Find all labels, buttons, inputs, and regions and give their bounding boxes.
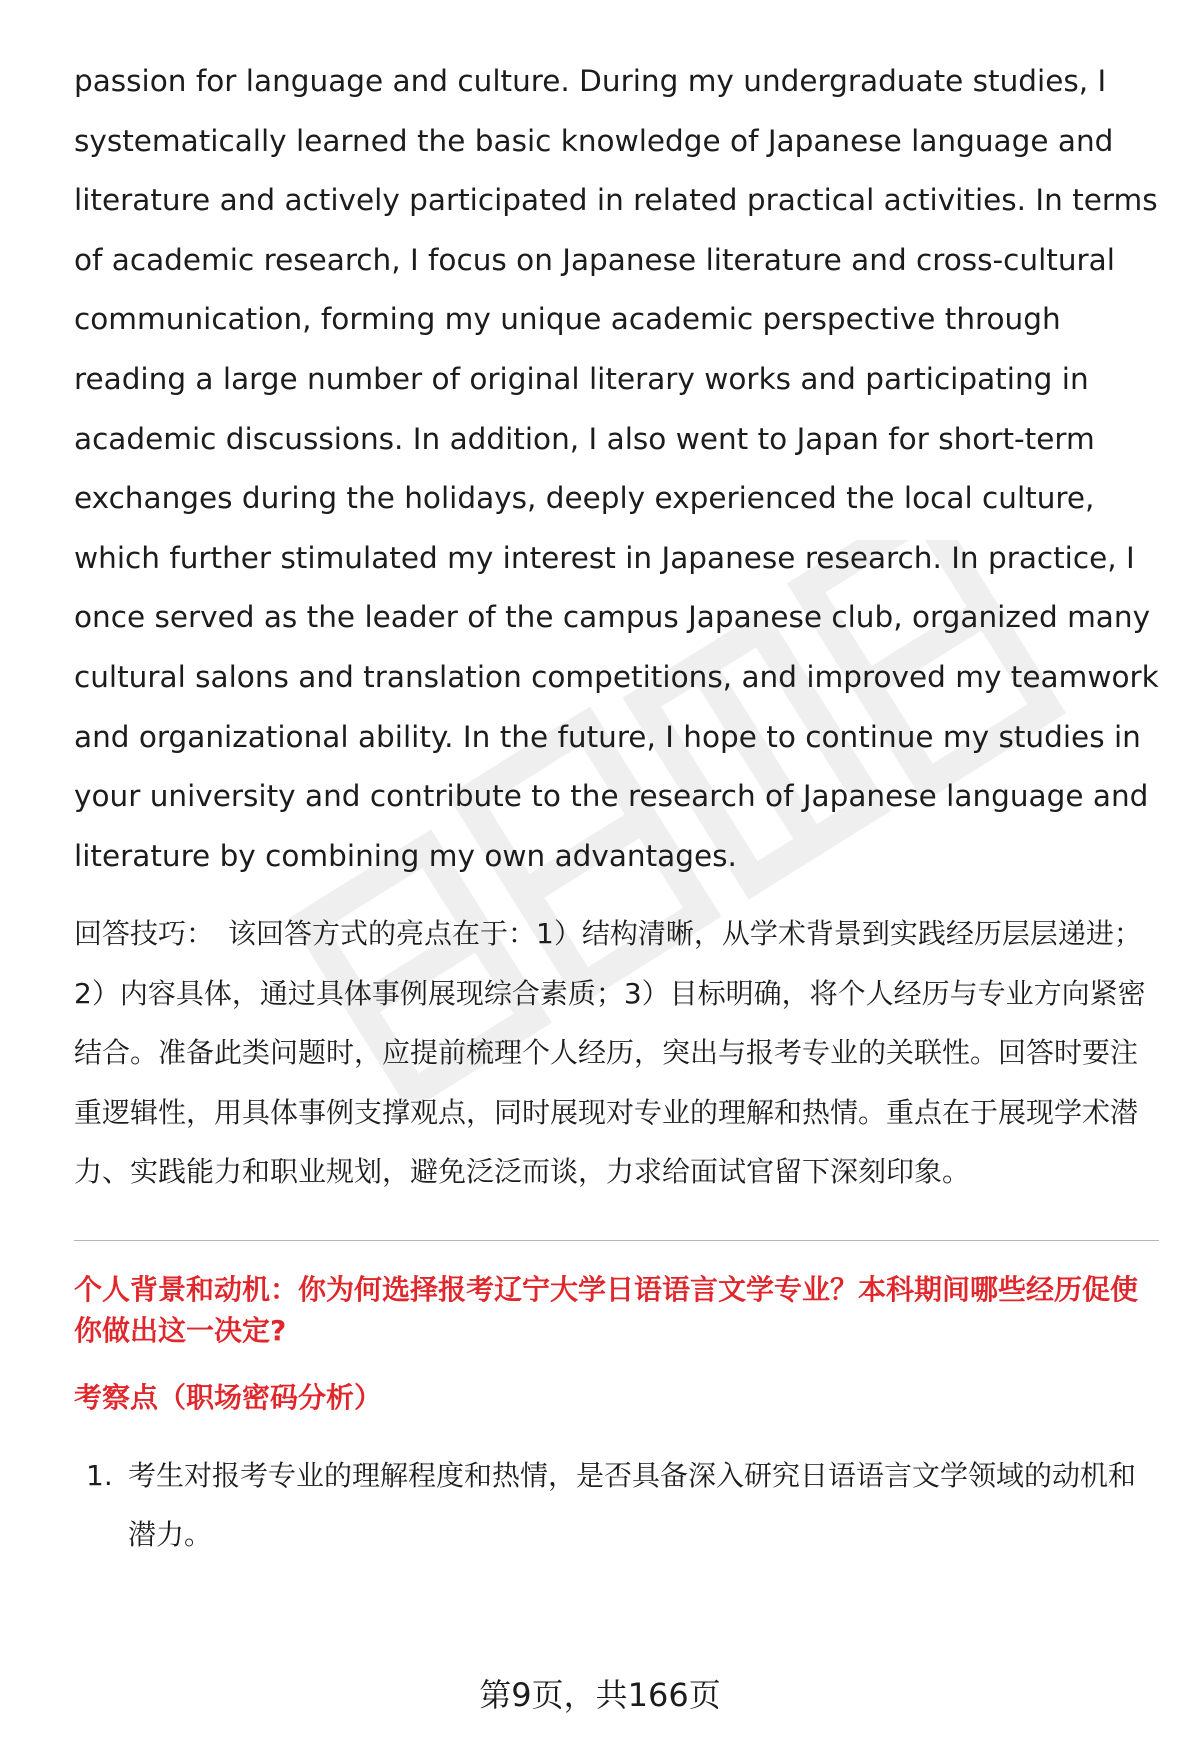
document-page bbox=[74, 52, 1159, 1565]
answer-english-paragraph: passion for language and culture. During my undergraduate studies, I systematically learned the basic knowledge of Japanese language and literature and actively participated in related practical activities. In terms of academic research, I focus on Japanese literature and cross-cultural communication, forming my unique academic perspective through reading a large number of original literary works and participating in academic discussions. In addition, I also went to Japan for short-term exchanges during the holidays, deeply experienced the local culture, which further stimulated my interest in Japanese research. In practice, I once served as the leader of the campus Japanese club, organized many cultural salons and translation competitions, and improved my teamwork and organizational ability. In the future, I hope to continue my studies in your university and contribute to the research of Japanese language and literature by combining my own advantages. bbox=[74, 64, 1159, 873]
answer-tips bbox=[74, 904, 1159, 1202]
list-item-number: 1. bbox=[86, 1458, 113, 1492]
section-title: 考察点（职场密码分析） bbox=[74, 1380, 383, 1414]
page-number-footer: 第9页，共166页 bbox=[479, 1676, 721, 1714]
section-divider bbox=[74, 1240, 1159, 1241]
list-item-text: 考生对报考专业的理解程度和热情，是否具备深入研究日语语言文学领域的动机和潜力。 bbox=[128, 1458, 1137, 1552]
assessment-points-list bbox=[74, 1446, 1159, 1565]
tips-text: 该回答方式的亮点在于：1）结构清晰，从学术背景到实践经历层层递进；2）内容具体，通过具体事例展现综合素质；3）目标明确，将个人经历与专业方向紧密结合。准备此类问题时，应提前梳理个人经历，突出与报考专业的关联性。回答时要注重逻辑性，用具体事例支撑观点，同时展现对专业的理解和热情。重点在于展现学术潜力、实践能力和职业规划，避免泛泛而谈，力求给面试官留下深刻印象。 bbox=[74, 917, 1146, 1189]
tips-label: 回答技巧： bbox=[74, 917, 215, 951]
interview-question: 个人背景和动机：你为何选择报考辽宁大学日语语言文学专业？本科期间哪些经历促使你做出这一决定? bbox=[74, 1272, 1139, 1347]
list-item bbox=[74, 1446, 1159, 1565]
